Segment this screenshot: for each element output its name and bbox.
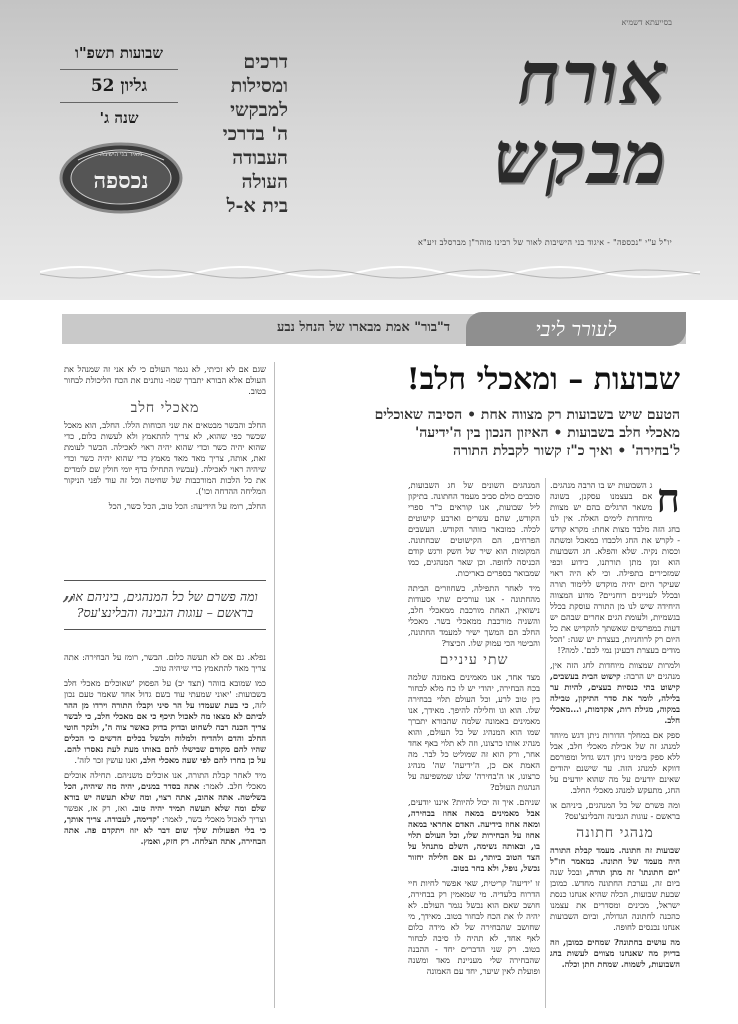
issue-season: שבועות תשפ"ו [60,44,178,70]
paragraph: החלב, רומז על הידיעה: הכל טוב, הכל כשר, הכל [108,501,266,511]
paragraph-bold: כי בעת שעמדו על הר סיני וקבלו התורה וירדו מן ההר לביתם לא מצאו מה לאכול תיכף כי אם מאכלי חלב, כי לבשר צריך הכנה רבה לשחוט ובדוק בדוק כאשר צוה ה', ולנקר חוטי החלב והדם ולהדיח ולמלוח ולבשל בכלים חדשים כי הכלים שהיו להם מקודם שבישלו להם באותו מעת לעת נאסרו להם. על כן בחרו להם לפי שעה מאכלי חלב, [64,700,266,765]
issue-info [60,44,178,128]
article-subtitle-line: הטעם שיש בשבועות רק מצווה אחת • הסיבה שאוכלים [374,407,680,423]
paragraph-text: ואז, רק אז, אפשר וצריך לאכול מאכלי בשר, לאמר: [64,803,267,824]
paragraph [550,475,680,656]
logo-text: נכספה [93,168,149,194]
section-subtitle: ד"בור" אמת מבארו של הנחל נבע [276,320,450,335]
subtitle-line: העולה [241,171,288,193]
nichsefa-logo [58,138,184,216]
paragraph: החלב והבשר מבטאים את שני הכוחות הללו. החלב, הוא מאכל שכשר כפי שהוא, לא צריך להתאמץ ולא לעשות כלום, כדי שהוא יהיה כשר וכדי שהוא יהיה ראוי לאכילה. הבשר לעומת זאת, אותה, צריך מאד מאד מאמץ כדי שהוא יהיה כשר וכדי שיהיה ראוי לאכילה. (עבשיו התחילו בדף יומי חולין שם לומדים את כל הלכות המורכבות של שחיטה וכל זה עוד לפני הניקור המליחה ההדחה וכו'). [64,420,266,496]
paragraph-bold: אתה בסדר במנים, יהיה מה שיהיה, הכל בשליטה. אתה אהוב, אתה רצוי, ומה שלא תעשה יש בורא שלם ומה שלא תעשה תמיד יהיה טוב. [64,781,267,813]
subtitle-line: העבודה [232,147,288,169]
paragraph: זו 'ידיעה' קריטית, שאי אפשר לחיות חיי הדרוח בלעדיה. מי שמאמין רק בבחירה, חושב שאם הוא נכשל נגמר העולם. לא יהיה לו את הכח לבחור בטוב. מאידך, מי שחושב שהבחירה של לא מידה כלום לאף אחד, לא תהיה לו סיבה לבחור בטוב. רק שני הדברים יחד - ההבנה שהבחירה שלי מעניינת מאד ומשנה ופועלת לאין שיער, יחד עם האמונה [408,878,540,976]
title-line: אורח [517,35,668,120]
drop-cap: ח [656,475,680,522]
article-column-middle [408,480,540,981]
article-subtitle [270,406,680,460]
paragraph [550,845,680,933]
paragraph-bold: אבל מאמינים במאה אחוז בבחירה, ומאה אחוז בידיעה. האדם אחראי במאה אחוז על הבחירות שלו, וכל העולם תלוי בו, ובאותה נשימה, השלם מתנהל על הצד הטוב ביותר, גם אם חלילה יחזור נכשל, נופל, ולא בחר בטוב. [408,808,540,873]
article-column-right [550,475,681,974]
paragraph: ומה פשרם של כל המנהגים, ביניהם או בראשם - עוגות הגבינה והבלינצ'עס? [550,800,680,821]
paragraph-text: ולמרות שמצוות מיוחדות לחג הזה אין, מנהגים יש הרבה: [550,660,681,681]
paragraph [64,770,266,847]
pull-quote-text: ומה פשרם של כל המנהגים, ביניהם או בראשם – עוגות הגבינה והבלינצ'עס? [72,589,258,620]
paragraph-bold: שבועות זה חתונה. מעמד קבלת התורה היה מעמד של חתונה. כמאמר חז"ל 'יום חתונתו' זה מתן תורה, [550,845,681,877]
paragraph-bold: קישוט הבית בעשבים, קישוט בתי כנסיות בעצים, להיות ער בלילה, לומר את סדר התיקון, טבילה במקוה, מגילת רות, אקדמות, ו...מאכלי חלב. [550,671,680,725]
top-note: בסייעתא דשמיא [621,18,672,27]
issue-year: שנה ג' [99,109,139,127]
paragraph: נפלא. גם אם לא תעשה כלום. הבשר, רומז על הבחירה: אתה צריך מאד להתאמץ כדי שיהיה טוב. [64,652,266,673]
column-divider [274,362,275,1008]
logo-small-text: מאיר בני הישיבה [99,151,143,158]
paragraph [408,797,540,874]
title-line: מבקש [493,115,668,200]
section-heading: מנהגי חתונה [576,825,654,841]
paragraph: ספק אם במחלך הדורות ניתן דגש מיוחד למנהג זה של אכילת מאכלי חלב, אבל ללא ספק בימינו ניתן דגש גדול ומפורסם דווקא למנהג הזה. עד שישנם יהודים שאינם יודעים על מה שהוא יודעים על החג, מתעקש למנהג מאכלי החלב. [550,730,680,795]
paragraph [64,678,266,766]
section-heading: מאכלי חלב [130,400,200,416]
subtitle-line: בית א-ל [226,195,288,217]
issue-number: גליון 52 [60,76,178,103]
subtitle-line: ה' בדרכי [222,123,288,145]
paragraph-text: ובכל שנה ביום זה, נערכת החתונה מחדש. כמובן שבעת שבועות, הכלה שהיא אנחנו כנסת ישראל, מכינים ומסדרים את עצמנו כהכנה לחתונה הגדולה, וביום השבועות אנחנו נכנסים לחופה. [550,867,680,932]
subtitle-line: דרכים [243,51,288,73]
section-tab: לעורר ליבי [466,312,686,346]
masthead-footer: יו"ל ע"י "נכספה" - איגוד בני הישיבות לאור של רבינו מוהר"ן מברסלב זיע"א [417,238,672,247]
column-divider [545,478,546,1008]
paragraph-text: מיד לאחר קבלת התורה, אנו אוכלים משניהם. תחילה אוכלים מאכלי חלב. לאמר: [64,770,266,791]
article-column-left-continued [64,652,266,851]
article-subtitle-line: מאכלי חלב בשבועות • האיזון הנכון בין ה'ידיעה' [414,425,680,441]
paragraph-text: ג השבועות יש בו הרבה מנהגים. אם בעצמנו עסקנן, בשונה משאר הרגלים בהם יש מצוות מיוחדות לימים האלה. אין לנו בחג הזה מלבד מצות אחת: מקרא קודש - לקרש את החג ולכבדו במאכל ומשתה וכסות נקיה. שלא והפלא. חג השבועות הוא זמן מתן תורתנו, כידוע וכפי שמזכירים בתפילה. וכי לא היה ראוי שעיקר היום יהיה מוקדש ללימוד תורה ובכלל לעניינים רוחניים? מדוע המצווה היחידה שיש לנו מן התורה עוסקת בכלל בגשמיות, ולעומת הגים אחרים שבהם יש דעות במפרשים שאשתך להקדיש את כל היום רק לרוחניות, בעצרת יש שגה: 'הכל מודים בעצרת דבעינן נמי לכם'. למה?! [550,480,680,655]
paragraph [550,660,680,726]
paragraph-text: כמו שמובא בזוהר (תצד יב) על הפסוק 'שאוכלים מאכלי חלב בשבועות: 'יאוני שמעתי עוד בשם גדול אחד שאמר טעם נכון לזה, [64,678,266,710]
masthead [0,0,738,300]
subtitle-line: ומסילות [230,75,288,97]
paragraph-text: שניהם. איך זה יכול להיות? איננו יודעים, [408,797,540,807]
section-heading: שתי עיניים [439,652,509,668]
paragraph-text: ואנו עושין זכר לזה'. [74,755,138,765]
paragraph: שגם אם לא זכיתי, לא נגמר העולם כי לא אני זה שמנהל את העולם אלא הבורא יתברך שמו- נותנים את הכח הליכולת לבחור בטוב. [64,364,266,396]
masthead-subtitle [196,50,288,218]
paragraph: המנהגים השונים של חג השבועות, סובבים כולם סביב מעמד החתונה. בתיקון ליל שבועות, אנו קוראים כ"ד ספרי הקודש, שהם עשרים וארבע קישוטים לכלה. כמובאר בזוהר הקודש. העשבים הפרחים, הם הקישוטים שבחתונה. המקומות הוא שיר של חשק ורגש קודם הכניסה לחופה. וכן שאר המנהגים, כמו שמבואר בספרים באריכות. [408,480,540,578]
paragraph-bold: 'קדימה, לעבודה. צריך אותך, כי בלי הפעולות שלך שום דבר לא יזוז ויתקדם פה. אתה הבחירה, אתה הצלחה. רק חזק, ואמץ. [64,814,266,846]
paragraph: מיד לאחר התפילה, כשחוזרים הביתה מהחתונה - אנו עורכים שתי סעודות נישואין, האחת מורכבת ממאכלי חלב, והשניה מורכבת ממאכלי בשר. מאכלי החלב הם המשך ישיר למעמד החתונה, והביטוי הכי עמוק שלו. הכיצד? [408,583,540,648]
ornament-divider [40,262,700,282]
masthead-title [328,35,668,200]
paragraph: מה עושים בחתונה? שמחים כמובן, וזה בדיוק מה שאנחנו מצווים לעשות בחג השבועות, לשמוח. שמחת חתן וכלה. [550,937,680,969]
article-subtitle-line: ל'בחירה' • ואיך כ"ז קשור לקבלת התורה [453,443,680,459]
article-column-left [64,364,266,516]
article-title: שבועות – ומאכלי חלב! [406,362,680,397]
quote-mark-icon: „ [62,576,76,606]
subtitle-line: למבקשי [230,99,288,121]
pull-quote [62,576,266,630]
paragraph: מצד אחד, אנו מאמינים באמונה שלמה בכח הבחירה, יהודי יש לו כח מלא לבחור בין טוב לרע, וכל העולם תלוי בבחירה שלו. הוא וגו וחלילה להיפך. מאידך, אנו מאמינים באמונה שלמה שהבורא יתברך שמו הוא המנהיג של כל העולם, והוא מנהיג אותו כרצונו, וזה לא תלוי באף אחד אחר, ורק הוא זה שמוליט כל לבר. מה האמת אם כן, ה'ידיעה' שה' מנהיג כרצונו, או ה'בחירה' שלנו שמשפיעה על הנהגות העולם? [408,672,540,792]
